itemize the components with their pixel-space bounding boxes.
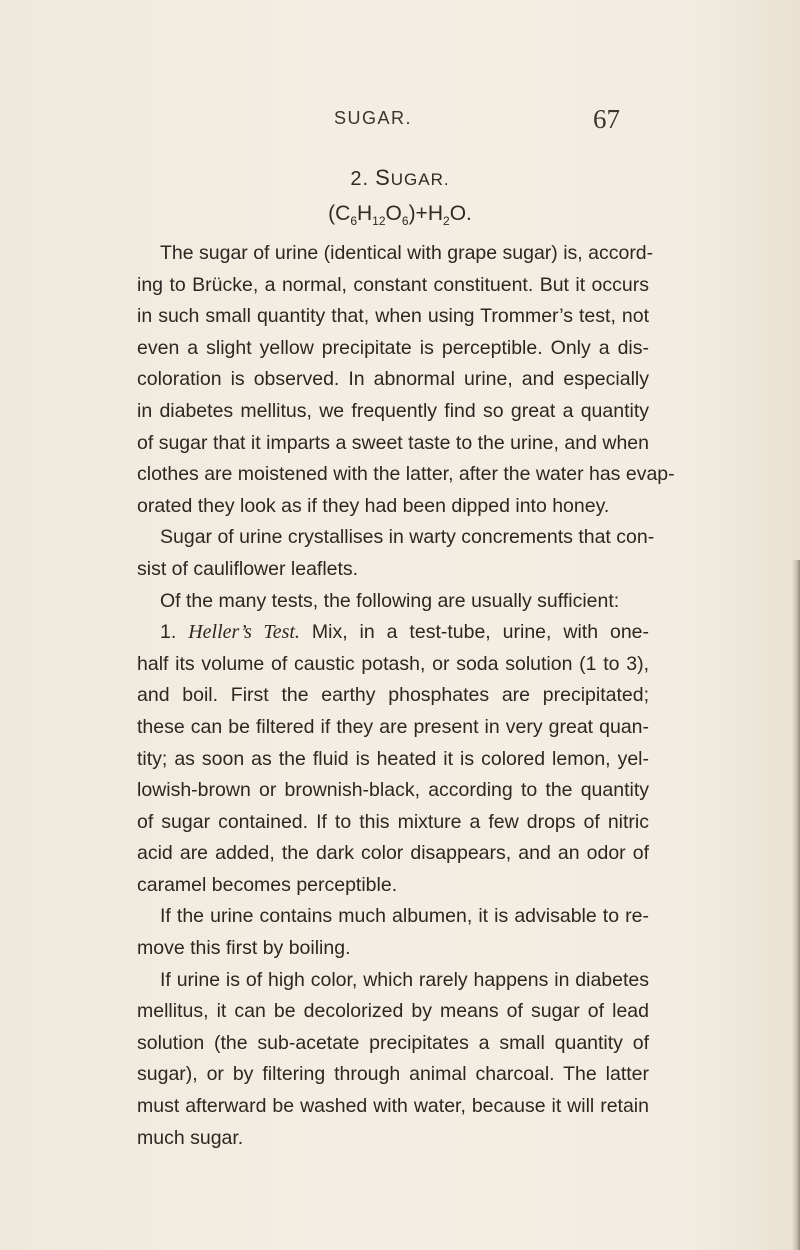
text-line [137,617,649,649]
formula-subscript: 6 [350,214,357,229]
page-edge-shadow [792,560,800,1250]
text-line: lowish-brown or brownish-black, according to the quantity [137,779,649,802]
text-line: If urine is of high color, which rarely happens in diabetes [160,968,649,991]
text-line: If the urine contains much albumen, it is advisable to re- [160,905,649,928]
text-line: caramel becomes perceptible. [137,873,398,896]
paragraph-tests-intro [137,586,649,618]
text-line: coloration is observed. In abnormal urine, and especially [137,368,649,391]
formula-part: O. [449,202,472,225]
formula-part: (C [328,202,351,225]
text-line: tity; as soon as the fluid is heated it is colored lemon, yel- [137,747,649,770]
running-title: SUGAR. [334,108,413,128]
text-line: acid are added, the dark color disappears, and an odor of [137,842,649,865]
text-run: Mix, in a test-tube, urine, with one- [299,621,650,644]
formula-subscript: 12 [372,214,386,229]
formula-subscript: 2 [443,214,450,229]
text-line: in such small quantity that, when using Trommer’s test, not [137,305,649,328]
text-line: even a slight yellow precipitate is perceptible. Only a dis- [137,336,649,359]
text-line: move this first by boiling. [137,937,351,960]
chemical-formula [0,202,800,228]
body-text [137,238,675,1154]
list-number: 1. [160,621,189,644]
section-title-rest: UGAR. [390,170,450,189]
paragraph-albumen [137,901,649,964]
section-heading [0,165,800,191]
test-name: Heller’s Test. [188,621,300,644]
text-line: mellitus, it can be decolorized by means of sugar of lead [137,1000,649,1023]
text-line: clothes are moistened with the latter, after the water has evap- [137,463,675,486]
text-line: much sugar. [137,1126,244,1149]
section-number: 2. [350,168,370,190]
formula-part: O [385,202,402,225]
text-line: of sugar contained. If to this mixture a few drops of nitric [137,810,649,833]
text-line: sist of cauliflower leaflets. [137,557,359,580]
text-line: ing to Brücke, a normal, constant constituent. But it occurs [137,273,649,296]
text-line: Of the many tests, the following are usually sufficient: [160,589,620,612]
text-line: solution (the sub-acetate precipitates a small quantity of [137,1031,649,1054]
paragraph-hellers-test [137,617,649,901]
text-line: half its volume of caustic potash, or soda solution (1 to 3), [137,652,649,675]
formula-subscript: 6 [401,214,409,229]
page-number: 67 [593,104,620,134]
text-line: Sugar of urine crystallises in warty concrements that con- [160,526,655,549]
paragraph-intro [137,238,675,522]
text-line: must afterward be washed with water, because it will retain [137,1095,649,1118]
text-line: sugar), or by filtering through animal charcoal. The latter [137,1063,649,1086]
text-line: The sugar of urine (identical with grape sugar) is, accord- [160,242,654,264]
section-title-initial: S [375,165,391,190]
paragraph-decolorize [137,965,649,1155]
text-line: these can be filtered if they are present in very great quan- [137,715,649,738]
formula-part: )+H [408,202,443,225]
text-line: orated they look as if they had been dipped into honey. [137,494,610,517]
formula-part: H [357,202,373,225]
running-header [0,104,800,134]
text-line: and boil. First the earthy phosphates are precipitated; [137,684,649,707]
paragraph-crystals [137,522,655,585]
text-line: of sugar that it imparts a sweet taste to the urine, and when [137,431,649,454]
text-line: in diabetes mellitus, we frequently find so great a quantity [137,399,649,422]
